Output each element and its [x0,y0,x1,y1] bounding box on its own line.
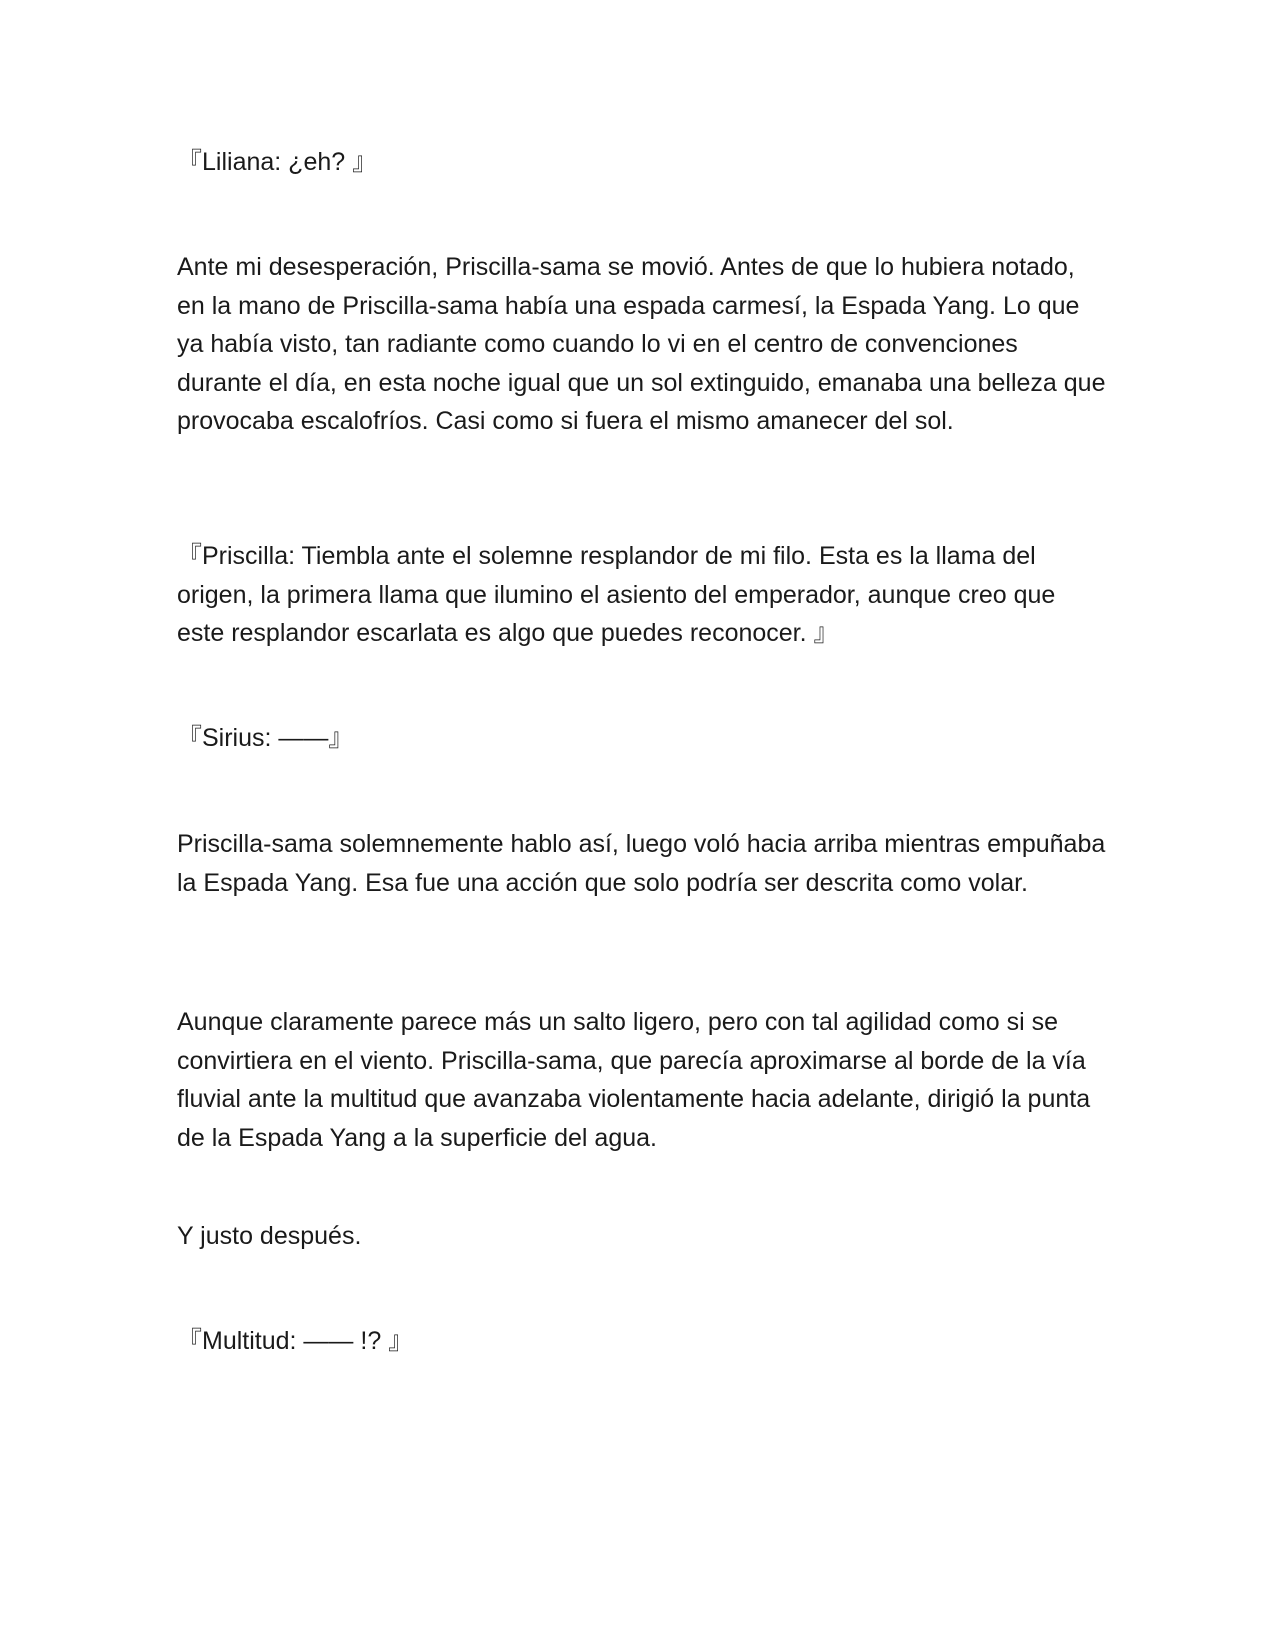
narration-paragraph-4: Y justo después. [177,1222,362,1250]
narration-paragraph-2: Priscilla-sama solemnemente hablo así, luego voló hacia arriba mientras empuñaba la Espada Yang. Esa fue una acción que solo podría ser descrita como volar. [177,830,1106,897]
dialogue-liliana: 『Liliana: ¿eh? 』 [177,148,378,176]
dialogue-sirius: 『Sirius: ——』 [177,724,354,752]
dialogue-multitud: 『Multitud: —— !? 』 [177,1327,414,1355]
narration-paragraph-1: Ante mi desesperación, Priscilla-sama se movió. Antes de que lo hubiera notado, en la mano de Priscilla-sama había una espada carmesí, la Espada Yang. Lo que ya había visto, tan radiante como cuando lo vi en el centro de convenciones durante el día, en esta noche igual que un sol extinguido, emanaba una belleza que provocaba escalofríos. Casi como si fuera el mismo amanecer del sol. [177,253,1106,435]
narration-paragraph-3: Aunque claramente parece más un salto ligero, pero con tal agilidad como si se convirtiera en el viento. Priscilla-sama, que parecía aproximarse al borde de la vía fluvial ante la multitud que avanzaba violentamente hacia adelante, dirigió la punta de la Espada Yang a la superficie del agua. [177,1008,1091,1152]
dialogue-priscilla: 『Priscilla: Tiembla ante el solemne resplandor de mi filo. Esta es la llama del origen, la primera llama que ilumino el asiento del emperador, aunque creo que este resplandor escarlata es algo que puedes reconocer. 』 [177,542,1056,647]
